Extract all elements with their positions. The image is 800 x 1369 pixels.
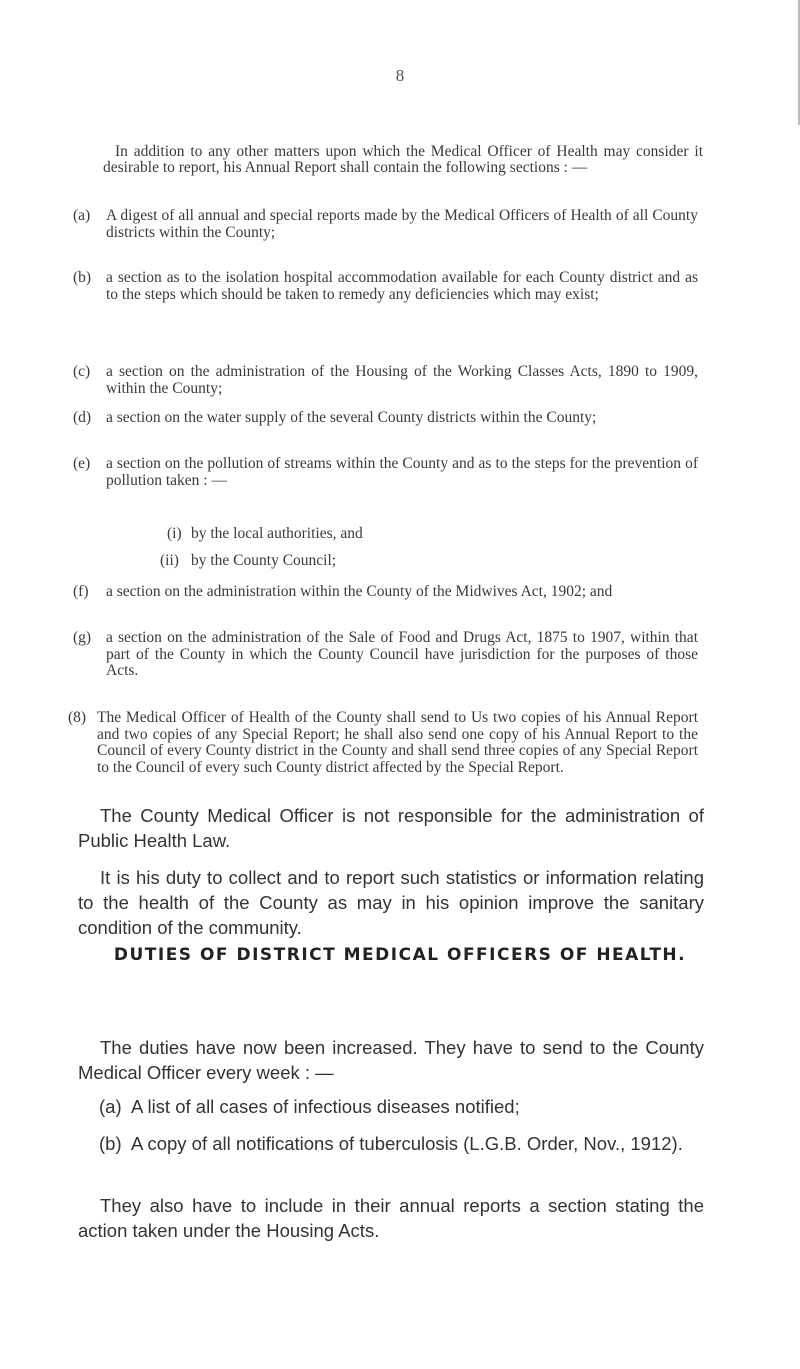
section-g xyxy=(73,629,698,680)
subitem-text: by the County Council; xyxy=(191,552,337,569)
duty-label: (b) xyxy=(99,1133,122,1154)
duty-item-b xyxy=(99,1131,701,1156)
section-label: (f) xyxy=(73,583,89,600)
section-label: (g) xyxy=(73,629,92,646)
subitem-i xyxy=(167,525,671,542)
section-text: A digest of all annual and special reports made by the Medical Officers of Health of all County districts within the County; xyxy=(106,207,698,241)
section-d xyxy=(73,409,698,427)
duty-item-a xyxy=(99,1094,701,1119)
section-text: a section on the water supply of the several County districts within the County; xyxy=(106,409,597,426)
section-label: (a) xyxy=(73,207,91,224)
section-a xyxy=(73,207,698,241)
duty-label: (a) xyxy=(99,1096,122,1117)
paragraph-annual-reports: They also have to include in their annual reports a section stating the action taken under the Housing Acts. xyxy=(78,1195,704,1241)
subitem-text: by the local authorities, and xyxy=(191,525,363,542)
section-c xyxy=(73,363,698,397)
paragraph-responsibility: The County Medical Officer is not responsible for the administration of Public Health Law. xyxy=(78,805,704,851)
section-b xyxy=(73,269,698,303)
section-label: (c) xyxy=(73,363,91,380)
subitem-label: (i) xyxy=(167,525,182,542)
intro-paragraph: In addition to any other matters upon which the Medical Officer of Health may consider it desirable to report, his Annual Report shall contain the following sections : — xyxy=(103,143,703,176)
subitem-label: (ii) xyxy=(160,552,179,569)
section-text: a section on the administration of the Housing of the Working Classes Acts, 1890 to 1909, within the County; xyxy=(106,363,698,397)
subitem-ii xyxy=(160,552,671,569)
section-label: (d) xyxy=(73,409,92,426)
section-heading: DUTIES OF DISTRICT MEDICAL OFFICERS OF HEALTH. xyxy=(113,945,687,965)
section-text: a section on the pollution of streams within the County and as to the steps for the prevention of pollution taken : — xyxy=(106,455,698,489)
section-f xyxy=(73,583,698,601)
section-e xyxy=(73,455,698,489)
section-label: (e) xyxy=(73,455,91,472)
clause-8 xyxy=(68,709,698,776)
clause-text: The Medical Officer of Health of the County shall send to Us two copies of his Annual Report and two copies of any Special Report; he shall also send one copy of his Annual Report to the Council of every County district in the County and shall send three copies of any Special Report to the Council of every such County district affected by the Special Report. xyxy=(97,709,698,776)
page-number: 8 xyxy=(395,66,405,85)
section-text: a section as to the isolation hospital accommodation available for each County district and as to the steps which should be taken to remedy any deficiencies which may exist; xyxy=(106,269,698,303)
section-text: a section on the administration of the Sale of Food and Drugs Act, 1875 to 1907, within that part of the County in which the County Council have jurisdiction for the purposes of those Acts. xyxy=(106,629,698,679)
duty-text: A list of all cases of infectious diseases notified; xyxy=(131,1096,520,1117)
section-label: (b) xyxy=(73,269,92,286)
paragraph-duties-increased: The duties have now been increased. They have to send to the County Medical Officer every week : — xyxy=(78,1037,704,1083)
duty-text: A copy of all notifications of tuberculosis (L.G.B. Order, Nov., 1912). xyxy=(131,1133,683,1154)
section-text: a section on the administration within the County of the Midwives Act, 1902; and xyxy=(106,583,613,600)
paragraph-duty: It is his duty to collect and to report such statistics or information relating to the health of the County as may in his opinion improve the sanitary condition of the community. xyxy=(78,867,704,938)
clause-label: (8) xyxy=(68,709,87,726)
